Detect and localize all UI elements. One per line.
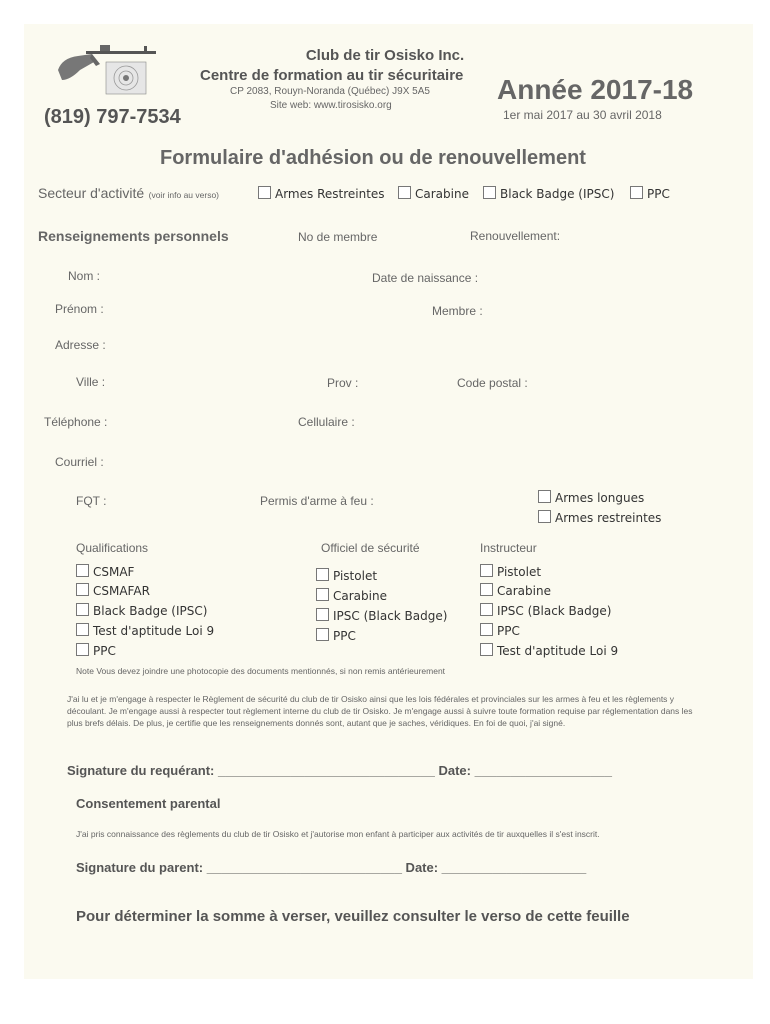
armes-longues-option[interactable]: Armes longues — [538, 490, 644, 505]
checkbox[interactable] — [76, 603, 89, 616]
secteur-option-armes-restreintes[interactable]: Armes Restreintes — [258, 186, 385, 201]
instructeur-item[interactable]: Pistolet — [480, 564, 541, 579]
signature-parent[interactable]: Signature du parent: ___________________________ Date: ____________________ — [76, 860, 587, 875]
club-subtitle: Centre de formation au tir sécuritaire — [200, 67, 464, 84]
date-naissance-label: Date de naissance : — [372, 271, 479, 285]
consent-heading: Consentement parental — [76, 796, 221, 811]
officiel-item[interactable]: Carabine — [316, 588, 387, 603]
secteur-option-carabine[interactable]: Carabine — [398, 186, 469, 201]
fqt-label: FQT : — [76, 494, 107, 508]
form-title: Formulaire d'adhésion ou de renouvellement — [160, 147, 586, 169]
instructeur-item[interactable]: IPSC (Black Badge) — [480, 603, 611, 618]
checkbox[interactable] — [538, 490, 551, 503]
checkbox[interactable] — [483, 186, 496, 199]
cellulaire-label: Cellulaire : — [298, 415, 355, 429]
checkbox[interactable] — [630, 186, 643, 199]
code-postal-label: Code postal : — [457, 376, 528, 390]
qualification-item[interactable]: CSMAF — [76, 564, 134, 579]
checkbox[interactable] — [316, 568, 329, 581]
checkbox[interactable] — [538, 510, 551, 523]
armes-restreintes-option[interactable]: Armes restreintes — [538, 510, 661, 525]
nom-label: Nom : — [68, 269, 101, 283]
club-phone: (819) 797-7534 — [44, 106, 181, 128]
consent-text: J'ai pris connaissance des règlements du club de tir Osisko et j'autorise mon enfant à participer aux activités de tir auxquelles il s'est inscrit. — [76, 829, 600, 839]
checkbox[interactable] — [480, 564, 493, 577]
permis-label: Permis d'arme à feu : — [260, 494, 374, 508]
secteur-option-black-badge[interactable]: Black Badge (IPSC) — [483, 186, 614, 201]
personal-info-heading: Renseignements personnels — [38, 228, 229, 244]
club-name: Club de tir Osisko Inc. — [305, 47, 465, 64]
qualification-item[interactable]: PPC — [76, 643, 116, 658]
prenom-label: Prénom : — [55, 302, 104, 316]
checkbox[interactable] — [76, 643, 89, 656]
checkbox[interactable] — [316, 588, 329, 601]
courriel-label: Courriel : — [55, 455, 104, 469]
checkbox[interactable] — [316, 608, 329, 621]
adresse-label: Adresse : — [55, 338, 106, 352]
signature-requerant[interactable]: Signature du requérant: ______________________________ Date: ___________________ — [67, 763, 612, 778]
officiel-heading: Officiel de sécurité — [321, 541, 420, 555]
club-address: CP 2083, Rouyn-Noranda (Québec) J9X 5A5 — [230, 86, 430, 97]
final-note: Pour déterminer la somme à verser, veuillez consulter le verso de cette feuille — [76, 908, 630, 925]
officiel-item[interactable]: PPC — [316, 628, 356, 643]
checkbox[interactable] — [480, 643, 493, 656]
checkbox[interactable] — [76, 564, 89, 577]
checkbox[interactable] — [480, 583, 493, 596]
checkbox[interactable] — [480, 603, 493, 616]
membre-label: Membre : — [432, 304, 483, 318]
renewal-label: Renouvellement: — [470, 229, 561, 243]
qualification-item[interactable]: Black Badge (IPSC) — [76, 603, 207, 618]
checkbox[interactable] — [258, 186, 271, 199]
member-number-label: No de membre — [298, 230, 378, 244]
instructeur-item[interactable]: Test d'aptitude Loi 9 — [480, 643, 618, 658]
telephone-label: Téléphone : — [44, 415, 108, 429]
club-website: Site web: www.tirosisko.org — [270, 100, 392, 111]
instructeur-item[interactable]: PPC — [480, 623, 520, 638]
prov-label: Prov : — [327, 376, 359, 390]
documents-note: Note Vous devez joindre une photocopie des documents mentionnés, si non remis antérieurement — [76, 666, 446, 676]
officiel-item[interactable]: Pistolet — [316, 568, 377, 583]
checkbox[interactable] — [398, 186, 411, 199]
officiel-item[interactable]: IPSC (Black Badge) — [316, 608, 447, 623]
checkbox[interactable] — [76, 623, 89, 636]
membership-period: 1er mai 2017 au 30 avril 2018 — [503, 108, 662, 122]
secteur-label: Secteur d'activité — [38, 185, 145, 201]
checkbox[interactable] — [76, 583, 89, 596]
ville-label: Ville : — [76, 375, 106, 389]
qualifications-heading: Qualifications — [76, 541, 149, 555]
membership-year: Année 2017-18 — [497, 74, 694, 105]
instructeur-heading: Instructeur — [480, 541, 537, 555]
qualification-item[interactable]: CSMAFAR — [76, 583, 150, 598]
secteur-row — [38, 185, 219, 203]
engagement-paragraph: J'ai lu et je m'engage à respecter le Règlement de sécurité du club de tir Osisko ainsi que les lois fédérales et provinciales sur les armes à feu et les règlements y découlant. Je m'engage aussi à respecter tout règlement interne du club de tir Osisko. Je m'engage aussi à suivre toute formation requise par réglementation dans les plus brefs délais. De plus, je certifie que les renseignements donnés sont, autant que je saches, véridiques. En foi de quoi, j'ai signé. — [67, 694, 693, 728]
secteur-note: (voir info au verso) — [148, 190, 220, 200]
secteur-option-ppc[interactable]: PPC — [630, 186, 670, 201]
checkbox[interactable] — [480, 623, 493, 636]
instructeur-item[interactable]: Carabine — [480, 583, 551, 598]
checkbox[interactable] — [316, 628, 329, 641]
qualification-item[interactable]: Test d'aptitude Loi 9 — [76, 623, 214, 638]
